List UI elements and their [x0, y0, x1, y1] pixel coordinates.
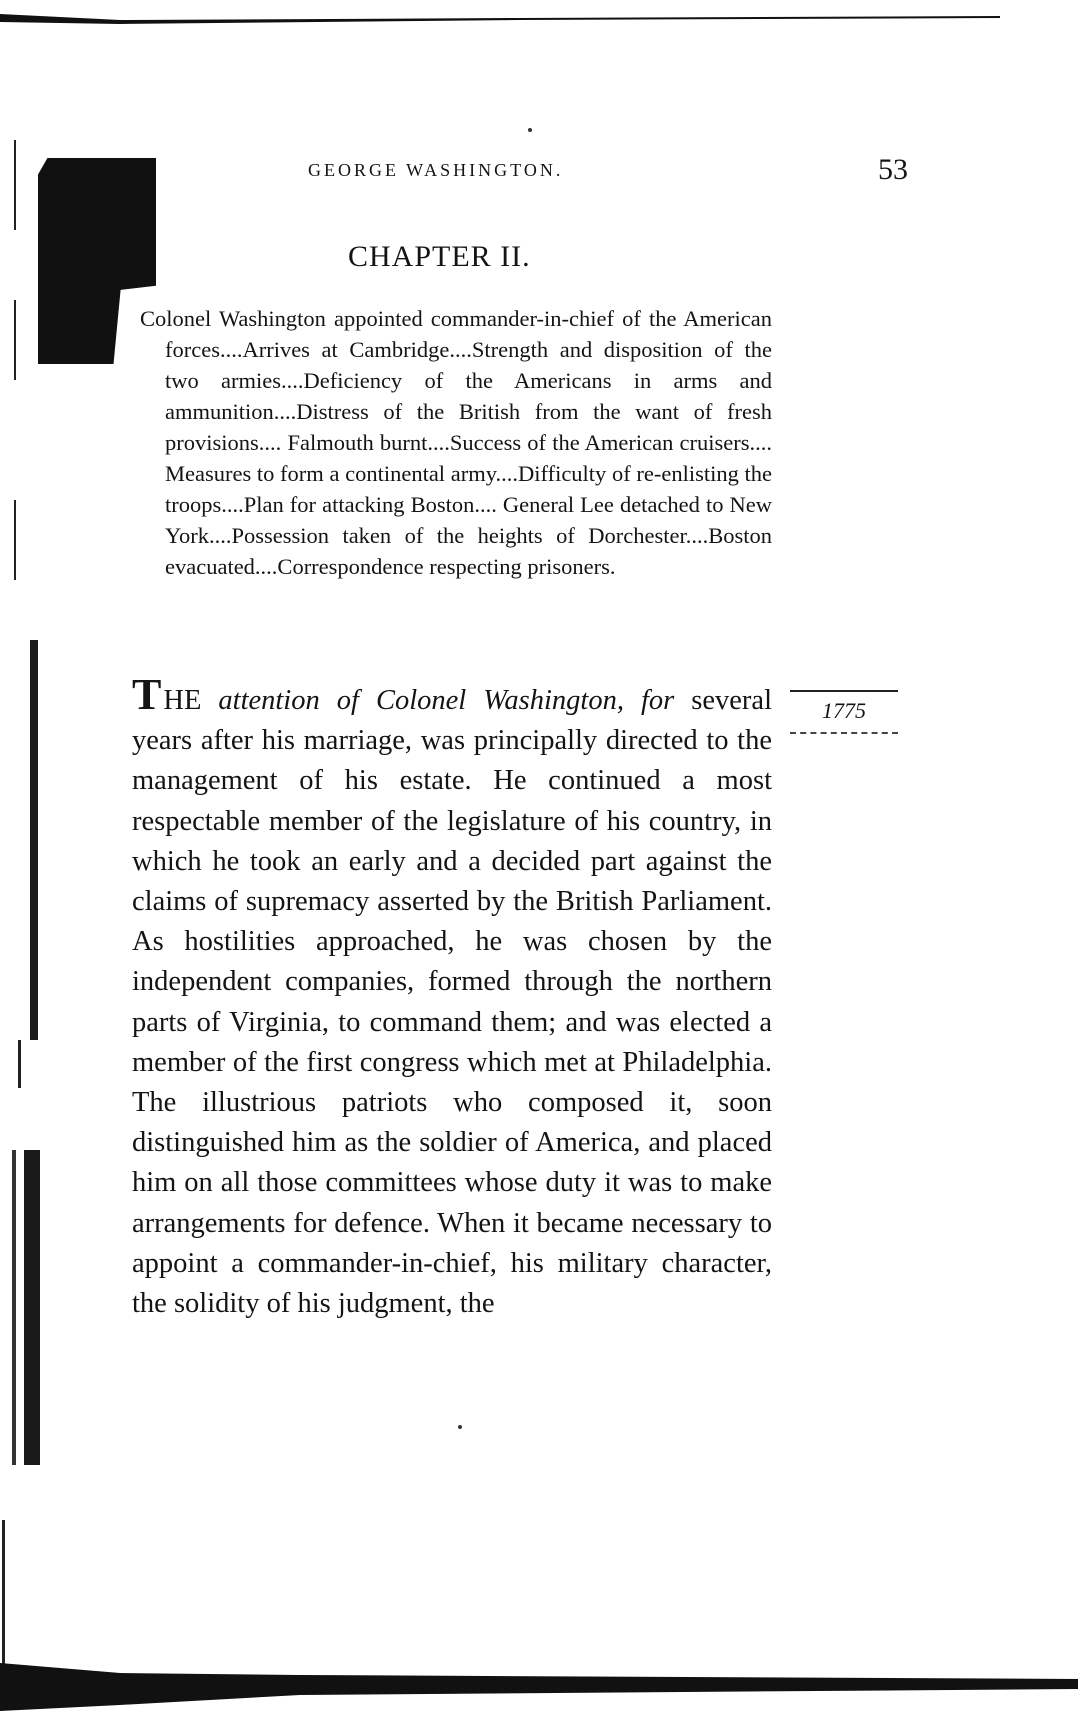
scan-edge-bar — [12, 1150, 16, 1465]
page-number: 53 — [878, 153, 908, 186]
synopsis-text: Colonel Washington appointed commander-in-chief of the American forces....Arrives at Cambridge....Strength and disposition of the two armies....Deficiency of the Americans in arms and ammunition....Distress of the British from the want of fresh provisions.... Falmouth burnt....Success of the American cruisers.... Measures to form a continental army....Difficulty of re-enlisting the troops....Plan for attacking Boston.... General Lee detached to New York....Possession taken of the heights of Dorchester....Boston evacuated....Correspondence respecting prisoners. — [140, 306, 772, 579]
drop-cap: T — [132, 670, 162, 719]
scan-gutter-line — [2, 1520, 5, 1670]
scan-gutter-line — [14, 300, 16, 380]
opening-caps: HE — [163, 685, 202, 716]
margin-year-note: 1775 — [790, 690, 898, 734]
scan-gutter-line — [14, 140, 16, 230]
scan-edge-top — [0, 10, 1000, 24]
scan-edge-bottom — [0, 1655, 1078, 1715]
scan-edge-bar — [24, 1150, 40, 1465]
running-head: GEORGE WASHINGTON. — [308, 160, 564, 180]
body-paragraph — [132, 670, 772, 1324]
scan-speck — [528, 128, 532, 132]
opening-italic: attention of Colonel Washington, for — [218, 685, 675, 716]
scan-gutter-line — [18, 1040, 21, 1088]
scan-edge-bar — [30, 640, 38, 1040]
chapter-title: CHAPTER II. — [348, 240, 531, 273]
scan-blot-left — [38, 158, 156, 364]
scan-speck — [458, 1425, 462, 1429]
body-text: several years after his marriage, was principally directed to the management of his estate. He continued a most respectable member of the legislature of his country, in which he took an early and a decided part against the claims of supremacy asserted by the British Parliament. As hostilities approached, he was chosen by the independent companies, formed through the northern parts of Virginia, to command them; and was elected a member of the first congress which met at Philadelphia. The illustrious patriots who composed it, soon distinguished him as the soldier of America, and placed him on all those committees whose duty it was to make arrangements for defence. When it became necessary to appoint a commander-in-chief, his military character, the solidity of his judgment, the — [132, 685, 772, 1320]
scan-gutter-line — [14, 500, 16, 580]
chapter-synopsis — [140, 303, 772, 582]
